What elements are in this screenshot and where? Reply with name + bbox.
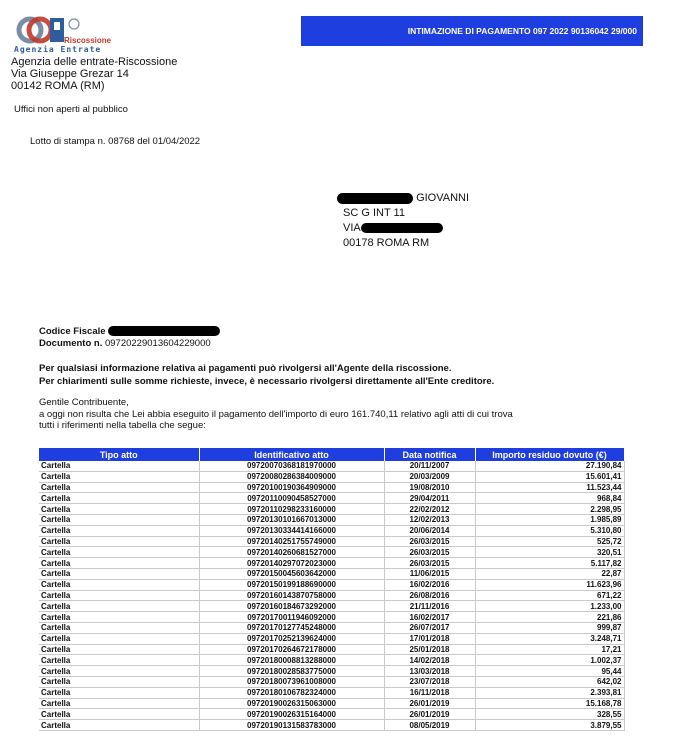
table-row [39, 687, 624, 698]
cell-date: 26/07/2017 [384, 622, 475, 633]
cell-date: 12/02/2013 [384, 514, 475, 525]
cell-type: Cartella [39, 461, 199, 471]
cell-amount: 17,21 [475, 644, 624, 655]
cell-type: Cartella [39, 676, 199, 687]
cell-amount: 642,02 [475, 676, 624, 687]
table-row [39, 504, 624, 515]
cell-date: 14/02/2018 [384, 655, 475, 666]
letter-body [39, 397, 513, 432]
table-row [39, 461, 624, 471]
cell-type: Cartella [39, 504, 199, 515]
table-row [39, 676, 624, 687]
table-row [39, 579, 624, 590]
cell-id: 09720150199188690000 [199, 579, 384, 590]
doc-label: Documento n. [39, 338, 103, 349]
logo-word: Riscossione [64, 36, 112, 45]
cell-amount: 968,84 [475, 493, 624, 504]
cell-id: 09720170011946092000 [199, 612, 384, 623]
cell-date: 25/01/2018 [384, 644, 475, 655]
cell-date: 26/03/2015 [384, 536, 475, 547]
cell-amount: 1.002,37 [475, 655, 624, 666]
cell-amount: 5.310,80 [475, 525, 624, 536]
fiscal-codes [39, 326, 220, 350]
sender-line1: Agenzia delle entrate-Riscossione [11, 56, 178, 68]
cell-date: 26/01/2019 [384, 709, 475, 720]
cell-id: 09720130101667013000 [199, 514, 384, 525]
cell-date: 21/11/2016 [384, 601, 475, 612]
sender-line3: 00142 ROMA (RM) [11, 80, 105, 92]
col-header-amount: Importo residuo dovuto (€) [475, 448, 624, 461]
cell-amount: 5.117,82 [475, 558, 624, 569]
table-row [39, 525, 624, 536]
table-row [39, 590, 624, 601]
cell-type: Cartella [39, 698, 199, 709]
cell-type: Cartella [39, 514, 199, 525]
cell-id: 09720170252139624000 [199, 633, 384, 644]
table-row [39, 547, 624, 558]
cell-date: 16/02/2017 [384, 612, 475, 623]
cell-id: 09720110090458527000 [199, 493, 384, 504]
cell-id: 09720130334414166000 [199, 525, 384, 536]
cell-type: Cartella [39, 558, 199, 569]
letter-line1: a oggi non risulta che Lei abbia eseguito il pagamento dell'importo di euro 161.740,11 relativo agli atti di cui trova [39, 408, 513, 420]
cell-amount: 11.623,96 [475, 579, 624, 590]
recipient-line4: 00178 ROMA RM [343, 237, 430, 249]
cell-date: 26/03/2015 [384, 547, 475, 558]
table-body [39, 461, 624, 730]
office-note: Uffici non aperti al pubblico [14, 104, 128, 115]
cell-id: 09720180073961008000 [199, 676, 384, 687]
cell-amount: 999,87 [475, 622, 624, 633]
cell-date: 19/08/2010 [384, 482, 475, 493]
cell-amount: 671,22 [475, 590, 624, 601]
cell-amount: 525,72 [475, 536, 624, 547]
recipient-name: GIOVANNI [416, 192, 470, 204]
cell-type: Cartella [39, 579, 199, 590]
logo-agency: Agenzia Entrate [14, 45, 102, 54]
cell-id: 09720150045603642000 [199, 568, 384, 579]
cell-amount: 1.985,89 [475, 514, 624, 525]
cell-id: 09720180106782324000 [199, 687, 384, 698]
redaction-mark [337, 193, 413, 204]
cell-date: 26/01/2019 [384, 698, 475, 709]
recipient-street-prefix: VIA [343, 222, 361, 234]
cell-date: 20/03/2009 [384, 471, 475, 482]
cell-type: Cartella [39, 525, 199, 536]
cell-date: 11/06/2015 [384, 568, 475, 579]
cell-type: Cartella [39, 471, 199, 482]
cell-date: 29/04/2011 [384, 493, 475, 504]
cell-amount: 27.190,84 [475, 461, 624, 471]
cell-amount: 22,87 [475, 568, 624, 579]
cell-amount: 3.248,71 [475, 633, 624, 644]
table-row [39, 568, 624, 579]
cell-type: Cartella [39, 622, 199, 633]
cell-id: 09720180008813288000 [199, 655, 384, 666]
table-row [39, 622, 624, 633]
table-row [39, 698, 624, 709]
cell-type: Cartella [39, 590, 199, 601]
document-title-banner: INTIMAZIONE DI PAGAMENTO 097 2022 90136042 29/000 [301, 16, 643, 46]
table-row [39, 558, 624, 569]
cell-id: 09720140297072023000 [199, 558, 384, 569]
table-row [39, 482, 624, 493]
cell-type: Cartella [39, 666, 199, 677]
cell-id: 09720170127745248000 [199, 622, 384, 633]
sender-line2: Via Giuseppe Grezar 14 [11, 68, 129, 80]
cell-id: 09720190026315063000 [199, 698, 384, 709]
cell-type: Cartella [39, 493, 199, 504]
cell-type: Cartella [39, 687, 199, 698]
col-header-date: Data notifica [384, 448, 475, 461]
col-header-type: Tipo atto [39, 448, 199, 461]
info-line1: Per qualsiasi informazione relativa ai pagamenti può rivolgersi all'Agente della riscossione. [39, 363, 452, 374]
cell-amount: 2.298,95 [475, 504, 624, 515]
cell-date: 20/06/2014 [384, 525, 475, 536]
cell-date: 13/03/2018 [384, 666, 475, 677]
cell-amount: 328,55 [475, 709, 624, 720]
cell-id: 09720190026315164000 [199, 709, 384, 720]
cell-date: 17/01/2018 [384, 633, 475, 644]
cell-amount: 15.168,78 [475, 698, 624, 709]
cell-date: 26/03/2015 [384, 558, 475, 569]
cell-type: Cartella [39, 644, 199, 655]
letter-line2: tutti i riferimenti nella tabella che segue: [39, 420, 206, 431]
cell-id: 09720140251755749000 [199, 536, 384, 547]
cell-date: 23/07/2018 [384, 676, 475, 687]
recipient-line2: SC G INT 11 [343, 207, 405, 219]
cell-type: Cartella [39, 536, 199, 547]
greeting: Gentile Contribuente, [39, 397, 129, 408]
cell-id: 09720070368181970000 [199, 461, 384, 471]
cell-id: 09720170264672178000 [199, 644, 384, 655]
cell-date: 20/11/2007 [384, 461, 475, 471]
cell-amount: 1.233,00 [475, 601, 624, 612]
cell-type: Cartella [39, 482, 199, 493]
cell-id: 09720160184673292000 [199, 601, 384, 612]
table-row [39, 536, 624, 547]
cell-amount: 15.601,41 [475, 471, 624, 482]
table-row [39, 601, 624, 612]
cell-id: 09720190131583783000 [199, 720, 384, 731]
cell-id: 09720180028583775000 [199, 666, 384, 677]
table-row [39, 633, 624, 644]
table-row [39, 720, 624, 731]
cell-id: 09720080286384009000 [199, 471, 384, 482]
cell-amount: 11.523,44 [475, 482, 624, 493]
cell-amount: 320,51 [475, 547, 624, 558]
table-row [39, 666, 624, 677]
cell-type: Cartella [39, 633, 199, 644]
table-row [39, 655, 624, 666]
table-row [39, 612, 624, 623]
recipient-address [343, 191, 469, 251]
info-line2: Per chiarimenti sulle somme richieste, invece, è necessario rivolgersi direttamente all'Ente creditore. [39, 376, 495, 387]
cell-id: 09720110298233160000 [199, 504, 384, 515]
debt-table [39, 448, 625, 731]
cell-id: 09720100190364909000 [199, 482, 384, 493]
col-header-id: Identificativo atto [199, 448, 384, 461]
cell-amount: 95,44 [475, 666, 624, 677]
cell-type: Cartella [39, 568, 199, 579]
cf-label: Codice Fiscale [39, 326, 106, 337]
cell-type: Cartella [39, 709, 199, 720]
table-row [39, 471, 624, 482]
cell-date: 22/02/2012 [384, 504, 475, 515]
cell-amount: 221,86 [475, 612, 624, 623]
cell-type: Cartella [39, 612, 199, 623]
cell-date: 08/05/2019 [384, 720, 475, 731]
cell-date: 26/08/2016 [384, 590, 475, 601]
table-row [39, 514, 624, 525]
cell-id: 09720160143870758000 [199, 590, 384, 601]
info-paragraph [39, 362, 494, 388]
print-batch: Lotto di stampa n. 08768 del 01/04/2022 [30, 136, 201, 147]
cell-type: Cartella [39, 547, 199, 558]
table-row [39, 709, 624, 720]
cell-amount: 2.393,81 [475, 687, 624, 698]
cell-date: 16/02/2016 [384, 579, 475, 590]
redaction-mark [361, 223, 443, 233]
cell-type: Cartella [39, 720, 199, 731]
doc-value: 09720229013604229000 [104, 338, 211, 349]
table-header-row [39, 448, 624, 461]
cell-amount: 3.879,55 [475, 720, 624, 731]
cell-date: 16/11/2018 [384, 687, 475, 698]
cell-type: Cartella [39, 601, 199, 612]
cell-id: 09720140260681527000 [199, 547, 384, 558]
table-row [39, 644, 624, 655]
sender-address [11, 56, 177, 92]
table-row [39, 493, 624, 504]
cell-type: Cartella [39, 655, 199, 666]
redaction-mark [108, 326, 220, 336]
